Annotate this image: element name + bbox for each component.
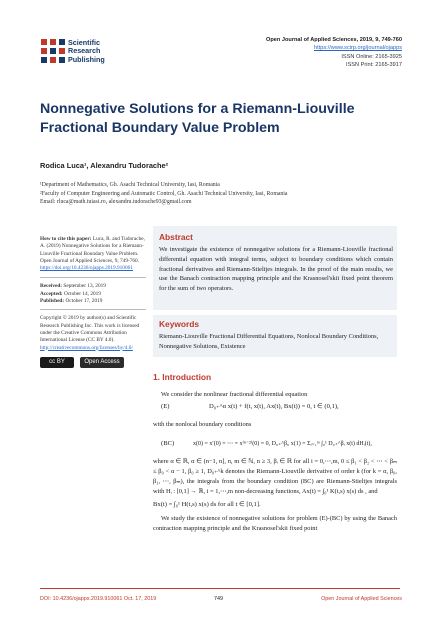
keywords-panel [153, 315, 397, 357]
introduction-heading: 1. Introduction [153, 372, 212, 382]
sidebar [40, 236, 146, 369]
copyright: Copyright © 2019 by author(s) and Scientific Research Publishing Inc. This work is licensed under the Creative Commons Attribution International License (CC BY 4.0). http://creativecommons.org/licenses/by/4.0/ [40, 315, 140, 351]
intro-paragraph-4: We study the existence of nonnegative solutions for problem (E)-(BC) by using the Banach contraction mapping principle and the Krasnosel'skii fixed point [153, 514, 397, 533]
paper-title: Nonnegative Solutions for a Riemann-Liouville Fractional Boundary Value Problem [40, 101, 355, 136]
dates: Received: September 13, 2019 Accepted: October 14, 2019 Published: October 17, 2019 [40, 283, 106, 305]
abstract-panel [153, 226, 397, 310]
publisher-name: Scientific Research Publishing [68, 38, 105, 64]
issn-print: ISSN Print: 2165-3917 [346, 61, 402, 68]
divider [40, 277, 146, 278]
equation-bc: (BC) x(0) = x′(0) = ⋯ = x⁽ⁿ⁻²⁾(0) = 0, D₀₊^β₀ x(1) = Σᵢ₌₁ᵐ ∫₀¹ D₀₊^βᵢ x(t) dHᵢ(t), [161, 439, 372, 447]
open-access-badge: Open Access [80, 357, 124, 368]
intro-paragraph-1: We consider the nonlinear fractional differential equation [161, 391, 308, 398]
affiliation-2: ²Faculty of Computer Engineering and Automatic Control, Gh. Asachi Technical University, Iasi, Romania [40, 190, 288, 197]
authors: Rodica Luca¹, Alexandru Tudorache² [40, 161, 169, 170]
footer-page-number: 749 [214, 596, 223, 602]
license-link[interactable]: http://creativecommons.org/licenses/by/4.0/ [40, 344, 133, 351]
journal-info [266, 36, 402, 69]
introduction-body [153, 390, 397, 534]
abstract-heading: Abstract [159, 232, 193, 242]
issn-online: ISSN Online: 2165-3925 [341, 53, 402, 60]
email-line: Email: rluca@math.tuiasi.ro, alexandru.tudorache93@gmail.com [40, 199, 192, 206]
license-badges [40, 357, 146, 369]
keywords-heading: Keywords [159, 319, 200, 329]
doi-link[interactable]: https://doi.org/10.4236/ojapps.2019.910061 [40, 265, 133, 272]
abstract-text: We investigate the existence of nonnegative solutions for a Riemann-Liouville fractional differential equation with integral terms, subject to boundary conditions which contain fractional derivatives and Riemann-Stieltjes integrals. In the proof of the main results, we use the Banach contraction mapping principle and the Krasnosel'skii fixed point theorem for the sum of two operators. [159, 246, 393, 293]
intro-paragraph-2: with the nonlocal boundary conditions [153, 421, 252, 429]
journal-url-link[interactable]: https://www.scirp.org/journal/ojapps [314, 45, 402, 52]
keywords-text: Riemann-Liouville Fractional Differential Equations, Nonlocal Boundary Conditions, Nonnegative Solutions, Existence [159, 333, 379, 350]
footer-doi: DOI: 10.4236/ojapps.2019.910061 Oct. 17, 2019 [40, 596, 157, 602]
equation-b: Bx(t) = ∫₀¹ H(t,s) x(s) ds for all t ∈ [0,1]. [153, 500, 261, 508]
divider [40, 309, 146, 310]
affiliations [40, 181, 288, 207]
equation-e: (E) D₀₊^α x(t) + f(t, x(t), Ax(t), Bx(t)) = 0, t ∈ (0,1), [161, 403, 339, 411]
journal-citation: Open Journal of Applied Sciences, 2019, 9, 749-760 [266, 37, 402, 43]
footer-journal: Open Journal of Applied Sciences [321, 596, 402, 602]
footer-rule [40, 588, 400, 589]
publisher-logo [40, 38, 115, 68]
scirp-logo-icon [40, 38, 66, 64]
affiliation-1: ¹Department of Mathematics, Gh. Asachi Technical University, Iasi, Romania [40, 182, 220, 188]
cc-by-badge[interactable]: cc BY [40, 357, 74, 368]
how-to-cite: How to cite this paper: Luca, R. and Tudorache, A. (2019) Nonnegative Solutions for a Riemann-Liouville Fractional Boundary Value Problem. Open Journal of Applied Sciences, 9, 749-760. https://doi.org/10.4236/ojapps.2019.910061 [40, 236, 145, 272]
intro-paragraph-3: where α ∈ ℝ, α ∈ (n−1, n], n, m ∈ ℕ, n ≥ 3, βᵢ ∈ ℝ for all i = 0,⋯,m, 0 ≤ β₁ < β₂ < ⋯ < βₘ ≤ β₀ < α − 1, β₀ ≥ 1, D₀₊^k denotes the Riemann-Liouville derivative of order k (for k = α, β₀, β₁, ⋯, βₘ), the integrals from the boundary condition (BC) are Riemann-Stieltjes integrals with Hᵢ : [0,1] → ℝ, i = 1,⋯,m non-decreasing functions, Ax(t) = ∫₀¹ K(t,s) x(s) ds , and [153, 457, 397, 496]
